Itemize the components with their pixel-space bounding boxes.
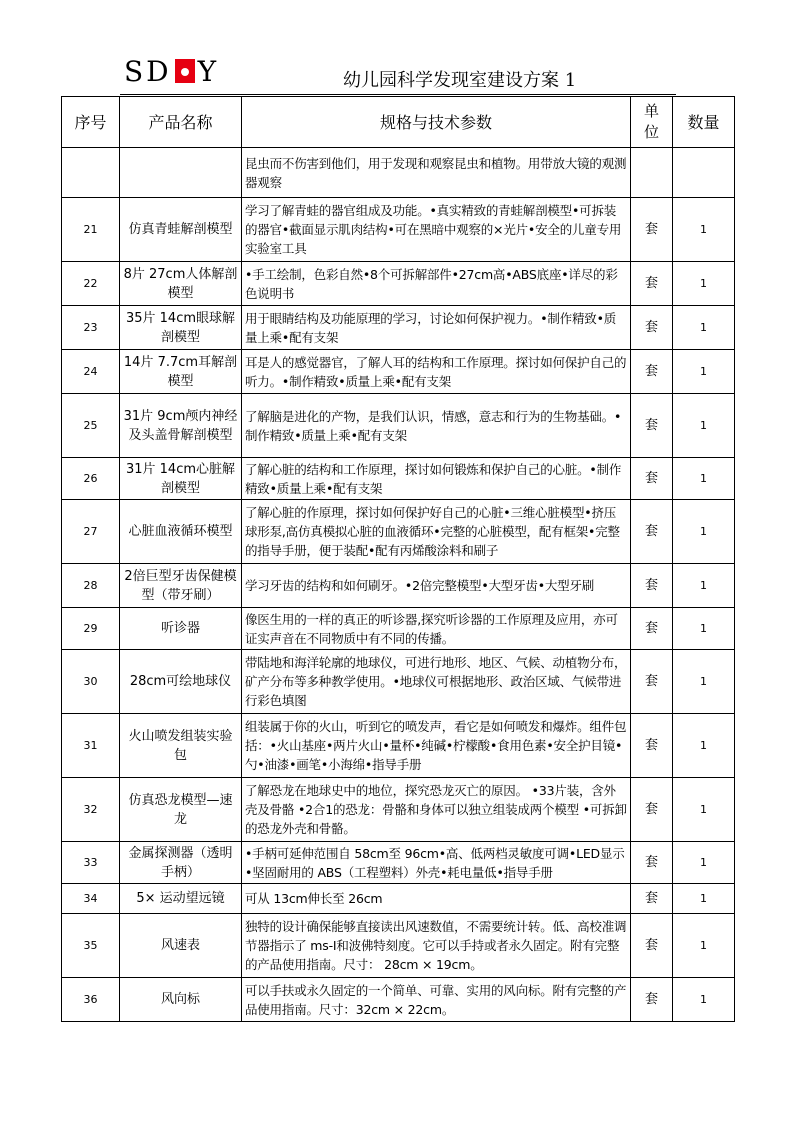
product-name: 31片 14cm心脏解剖模型 [120,458,242,500]
row-number [62,148,120,198]
row-number: 27 [62,500,120,564]
unit-cell: 套 [631,884,673,914]
quantity-cell: 1 [673,650,735,714]
row-number: 29 [62,608,120,650]
row-number: 21 [62,198,120,262]
product-name: 14片 7.7cm耳解剖模型 [120,350,242,394]
row-number: 28 [62,564,120,608]
table-row [62,458,735,500]
product-name: 仿真青蛙解剖模型 [120,198,242,262]
quantity-cell: 1 [673,394,735,458]
product-name: 28cm可绘地球仪 [120,650,242,714]
quantity-cell: 1 [673,262,735,306]
table-row [62,350,735,394]
product-spec: 用于眼睛结构及功能原理的学习，讨论如何保护视力。•制作精致•质量上乘•配有支架 [242,306,631,350]
product-name [120,148,242,198]
unit-cell: 套 [631,842,673,884]
row-number: 25 [62,394,120,458]
row-number: 31 [62,714,120,778]
table-row [62,778,735,842]
product-name: 听诊器 [120,608,242,650]
product-name: 仿真恐龙模型—速龙 [120,778,242,842]
unit-cell: 套 [631,778,673,842]
quantity-cell: 1 [673,608,735,650]
product-spec: 组装属于你的火山，听到它的喷发声，看它是如何喷发和爆炸。组件包括：•火山基座•两片火山•量杯•纯碱•柠檬酸•食用色素•安全护目镜•勺•油漆•画笔•小海绵•指导手册 [242,714,631,778]
document-title: 幼儿园科学发现室建设方案 1 [343,70,577,91]
table-row [62,564,735,608]
product-name: 风速表 [120,914,242,978]
unit-cell: 套 [631,978,673,1022]
unit-cell: 套 [631,458,673,500]
column-header-spec: 规格与技术参数 [242,97,631,148]
product-name: 火山喷发组装实验包 [120,714,242,778]
product-spec: 带陆地和海洋轮廓的地球仪，可进行地形、地区、气候、动植物分布，矿产分布等多种教学使用。•地球仪可根据地形、政治区域、气候带进行彩色填图 [242,650,631,714]
column-header-name: 产品名称 [120,97,242,148]
table-row [62,914,735,978]
table-row [62,500,735,564]
product-name: 8片 27cm人体解剖模型 [120,262,242,306]
product-spec: 可以手扶或永久固定的一个简单、可靠、实用的风向标。附有完整的产品使用指南。尺寸：32cm × 22cm。 [242,978,631,1022]
table-row [62,978,735,1022]
table-row [62,198,735,262]
row-number: 33 [62,842,120,884]
unit-cell: 套 [631,914,673,978]
product-spec: 耳是人的感觉器官，了解人耳的结构和工作原理。探讨如何保护自己的听力。•制作精致•质量上乘•配有支架 [242,350,631,394]
row-number: 30 [62,650,120,714]
row-number: 22 [62,262,120,306]
product-spec: 了解心脏的作原理，探讨如何保护好自己的心脏•三维心脏模型•挤压球形泵,高仿真模拟心脏的血液循环•完整的心脏模型，配有框架•完整的指导手册，便于装配•配有丙烯酸涂料和刷子 [242,500,631,564]
product-spec: 可从 13cm伸长至 26cm [242,884,631,914]
unit-cell: 套 [631,394,673,458]
unit-cell: 套 [631,564,673,608]
product-name: 35片 14cm眼球解剖模型 [120,306,242,350]
unit-cell: 套 [631,198,673,262]
quantity-cell: 1 [673,458,735,500]
quantity-cell: 1 [673,564,735,608]
unit-cell: 套 [631,306,673,350]
column-header-no: 序号 [62,97,120,148]
quantity-cell: 1 [673,914,735,978]
product-spec: 学习了解青蛙的器官组成及功能。•真实精致的青蛙解剖模型•可拆装的器官•截面显示肌肉结构•可在黑暗中观察的×光片•安全的儿童专用实验室工具 [242,198,631,262]
table-header-row [62,97,735,148]
quantity-cell: 1 [673,714,735,778]
quantity-cell: 1 [673,884,735,914]
logo-mark-icon [175,59,195,83]
quantity-cell: 1 [673,842,735,884]
row-number: 34 [62,884,120,914]
unit-cell: 套 [631,262,673,306]
brand-logo [124,54,219,88]
unit-cell: 套 [631,650,673,714]
row-number: 36 [62,978,120,1022]
product-spec: 昆虫而不伤害到他们，用于发现和观察昆虫和植物。用带放大镜的观测器观察 [242,148,631,198]
table-row [62,714,735,778]
table-row [62,608,735,650]
table-row [62,842,735,884]
product-name: 2倍巨型牙齿保健模型（带牙刷） [120,564,242,608]
table-row [62,650,735,714]
table-row [62,148,735,198]
column-header-unit: 单位 [631,97,673,148]
column-header-qty: 数量 [673,97,735,148]
unit-cell: 套 [631,500,673,564]
table-row [62,262,735,306]
product-spec: 独特的设计确保能够直接读出风速数值，不需要统计转。低、高校准调节器指示了 ms-I和波佛特刻度。它可以手持或者永久固定。附有完整的产品使用指南。尺寸： 28cm × 19cm。 [242,914,631,978]
product-spec: 像医生用的一样的真正的听诊器,探究听诊器的工作原理及应用，亦可证实声音在不同物质中有不同的传播。 [242,608,631,650]
product-spec: 学习牙齿的结构和如何刷牙。•2倍完整模型•大型牙齿•大型牙刷 [242,564,631,608]
table-row [62,394,735,458]
row-number: 24 [62,350,120,394]
product-spec: 了解心脏的结构和工作原理，探讨如何锻炼和保护自己的心脏。•制作精致•质量上乘•配有支架 [242,458,631,500]
product-spec: •手柄可延伸范围自 58cm至 96cm•高、低两档灵敏度可调•LED显示•坚固耐用的 ABS（工程塑料）外壳•耗电量低•指导手册 [242,842,631,884]
unit-cell [631,148,673,198]
quantity-cell [673,148,735,198]
product-name: 金属探测器（透明手柄） [120,842,242,884]
quantity-cell: 1 [673,978,735,1022]
row-number: 32 [62,778,120,842]
row-number: 35 [62,914,120,978]
logo-text-left: SD [124,54,172,88]
quantity-cell: 1 [673,306,735,350]
quantity-cell: 1 [673,500,735,564]
row-number: 26 [62,458,120,500]
product-spec-table [61,96,735,1022]
header-divider [120,94,676,95]
logo-text-right: Y [197,54,220,88]
unit-cell: 套 [631,350,673,394]
quantity-cell: 1 [673,198,735,262]
unit-cell: 套 [631,608,673,650]
table-row [62,306,735,350]
product-spec: 了解恐龙在地球史中的地位，探究恐龙灭亡的原因。 •33片装，含外壳及骨骼 •2合1的恐龙：骨骼和身体可以独立组装成两个模型 •可拆卸的恐龙外壳和骨骼。 [242,778,631,842]
product-name: 31片 9cm颅内神经及头盖骨解剖模型 [120,394,242,458]
product-name: 风向标 [120,978,242,1022]
quantity-cell: 1 [673,778,735,842]
product-spec: •手工绘制，色彩自然•8个可拆解部件•27cm高•ABS底座•详尽的彩色说明书 [242,262,631,306]
product-name: 心脏血液循环模型 [120,500,242,564]
product-name: 5× 运动望远镜 [120,884,242,914]
row-number: 23 [62,306,120,350]
product-spec: 了解脑是进化的产物，是我们认识，情感，意志和行为的生物基础。•制作精致•质量上乘•配有支架 [242,394,631,458]
quantity-cell: 1 [673,350,735,394]
unit-cell: 套 [631,714,673,778]
table-row [62,884,735,914]
